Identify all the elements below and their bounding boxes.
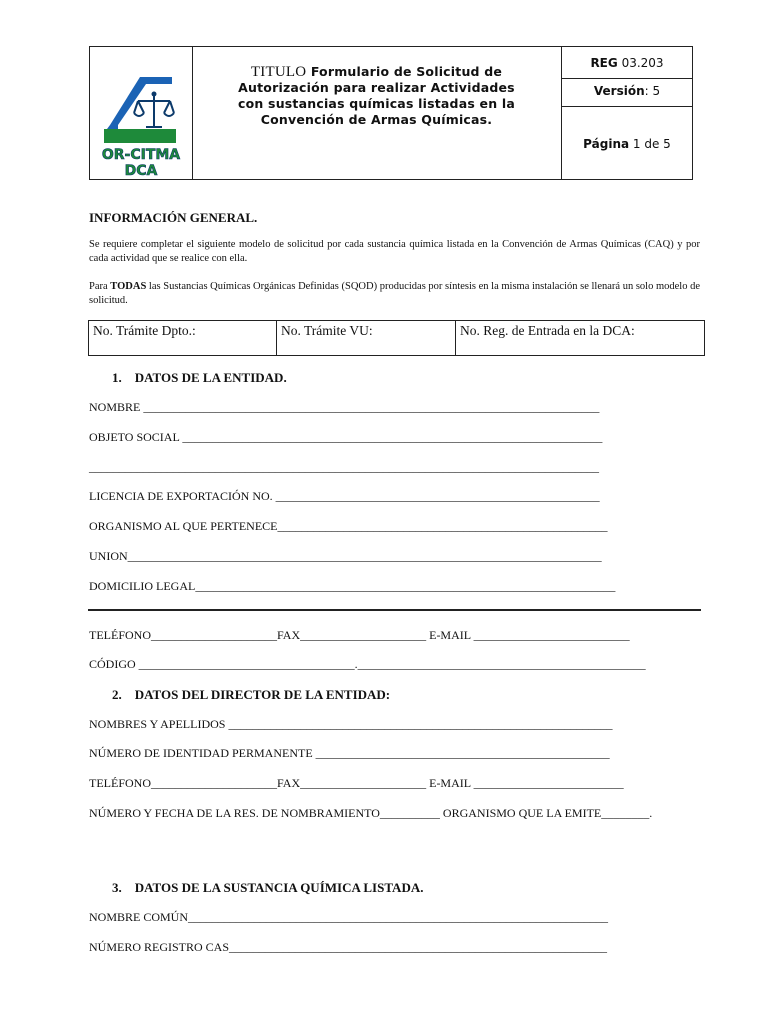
title-part-1: Formulario de Solicitud de [310, 64, 503, 79]
director-contact-fields[interactable]: TELÉFONO_____________________FAX_____________________ E-MAIL _________________________ [89, 776, 624, 790]
title-part-2: Autorización para realizar Actividades [238, 80, 515, 95]
entity-code-field[interactable]: CÓDIGO ____________________________________.________________________________________________ [89, 657, 646, 671]
document-title [192, 47, 562, 179]
cas-number-field[interactable]: NÚMERO REGISTRO CAS_______________________________________________________________ [89, 940, 608, 954]
title-word: TITULO [250, 64, 307, 80]
union-field[interactable]: UNION_______________________________________________________________________________ [89, 549, 602, 563]
logo-cell [90, 47, 193, 179]
section-divider [88, 609, 701, 611]
common-name-field[interactable]: NOMBRE COMÚN______________________________________________________________________ [89, 910, 609, 924]
section-2-heading: 2. DATOS DEL DIRECTOR DE LA ENTIDAD: [112, 687, 391, 702]
logo-text-orcitma: OR-CITMA [101, 147, 181, 163]
general-info-paragraph-1: Se requiere completar el siguiente modelo de solicitud por cada sustancia química listada en la Convención de Armas Químicas (CAQ) y por cada actividad que se realice con ella. [89, 239, 700, 264]
page-number: Página 1 de 5 [583, 137, 671, 151]
director-name-field[interactable]: NOMBRES Y APELLIDOS ________________________________________________________________ [89, 717, 613, 731]
legal-address-field[interactable]: DOMICILIO LEGAL______________________________________________________________________ [89, 579, 616, 593]
organism-field[interactable]: ORGANISMO AL QUE PERTENECE_______________________________________________________ [89, 519, 608, 533]
reg-code: REG 03.203 [590, 56, 664, 70]
entity-contact-fields[interactable]: TELÉFONO_____________________FAX_____________________ E-MAIL __________________________ [89, 628, 630, 642]
general-info-title: INFORMACIÓN GENERAL. [89, 210, 258, 225]
general-info-paragraph-2: Para TODAS las Sustancias Químicas Orgánicas Definidas (SQOD) producidas por síntesis en la misma instalación se llenará un solo modelo de solicitud. [89, 281, 700, 306]
logo-text-dca: DCA [124, 163, 158, 179]
entity-name-field[interactable]: NOMBRE ____________________________________________________________________________ [89, 400, 600, 414]
tramite-vu-field[interactable]: No. Trámite VU: [281, 323, 373, 338]
tracking-number-table [88, 320, 705, 356]
entity-purpose-field[interactable]: OBJETO SOCIAL ______________________________________________________________________ [89, 430, 603, 444]
export-license-field[interactable]: LICENCIA DE EXPORTACIÓN NO. ______________________________________________________ [89, 489, 600, 503]
title-part-3: con sustancias químicas listadas en la [238, 96, 515, 111]
appointment-resolution-field[interactable]: NÚMERO Y FECHA DE LA RES. DE NOMBRAMIENTO__________ ORGANISMO QUE LA EMITE________. [89, 806, 653, 820]
section-1-heading: 1. DATOS DE LA ENTIDAD. [112, 370, 287, 385]
document-header [89, 46, 693, 180]
section-3-heading: 3. DATOS DE LA SUSTANCIA QUÍMICA LISTADA. [112, 880, 424, 895]
title-part-4: Convención de Armas Químicas. [260, 112, 493, 127]
tramite-dpto-field[interactable]: No. Trámite Dpto.: [93, 323, 196, 338]
registro-entrada-field[interactable]: No. Reg. de Entrada en la DCA: [460, 323, 635, 338]
or-citma-dca-logo [90, 47, 192, 179]
director-id-field[interactable]: NÚMERO DE IDENTIDAD PERMANENTE _________________________________________________ [89, 746, 610, 760]
version: Versión: 5 [593, 84, 661, 98]
document-meta [562, 47, 692, 179]
entity-purpose-field-continued[interactable]: _____________________________________________________________________________________ [89, 460, 599, 474]
